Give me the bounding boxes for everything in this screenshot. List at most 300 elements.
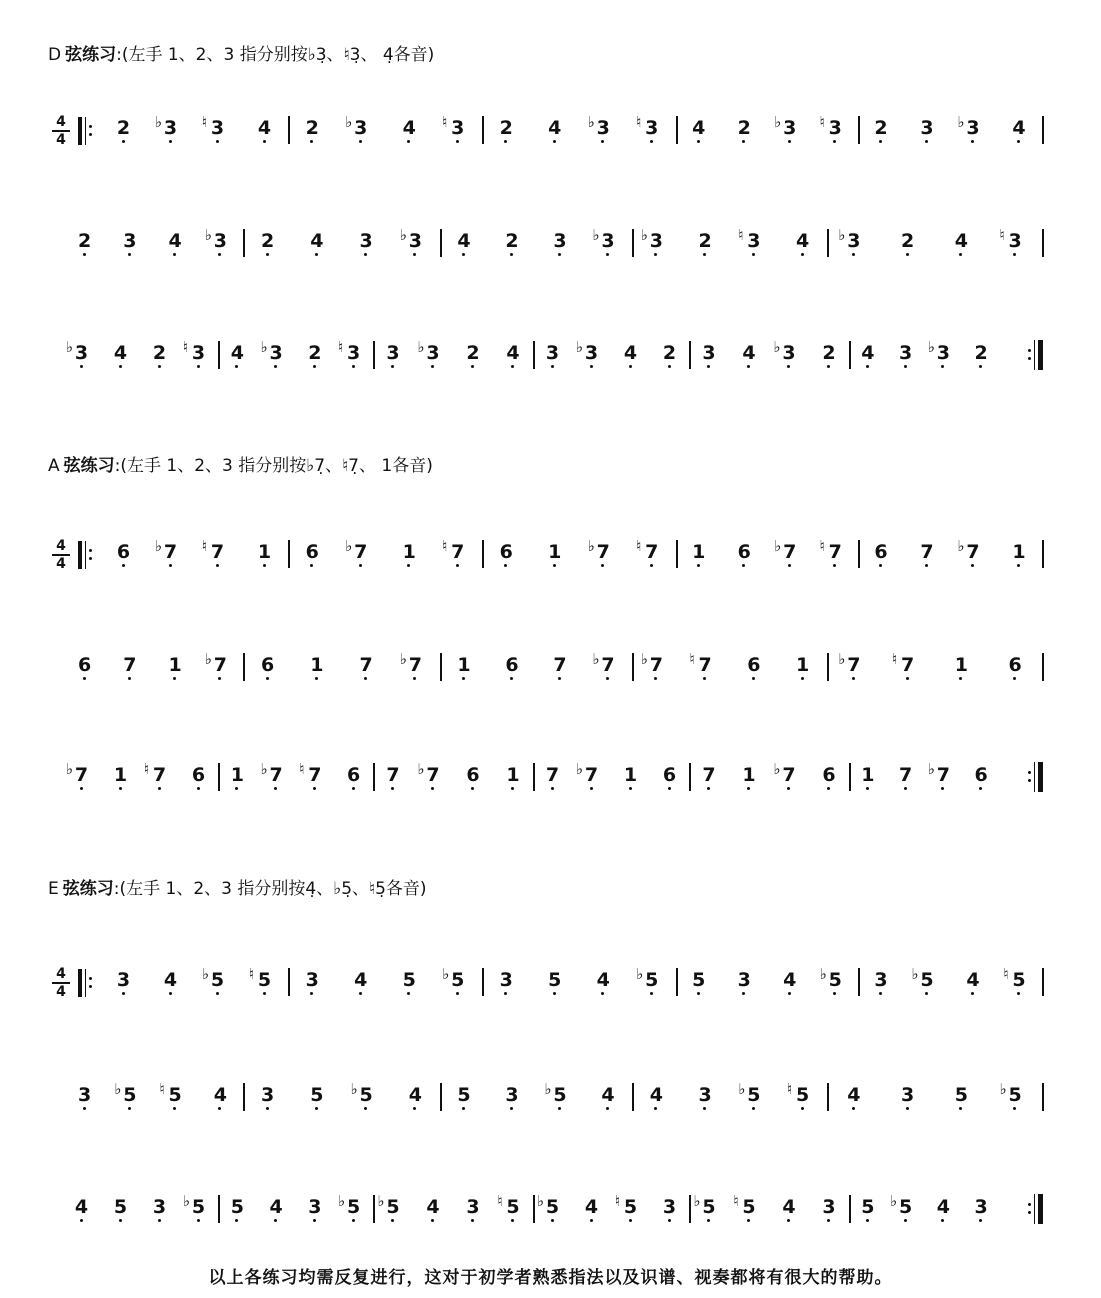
note: 6: [253, 655, 283, 675]
note: 4: [839, 1085, 869, 1105]
natural-sign: ♮: [892, 650, 898, 668]
lower-octave-dot: [697, 564, 700, 567]
note: ♮ 7: [637, 542, 667, 562]
natural-sign: ♮: [1003, 965, 1009, 983]
flat-sign: ♭: [957, 537, 965, 555]
lower-octave-dot: [752, 253, 755, 256]
lower-octave-dot: [979, 365, 982, 368]
note: 4: [641, 1085, 671, 1105]
note: 6: [491, 542, 521, 562]
lower-octave-dot: [504, 992, 507, 995]
lower-octave-dot: [606, 677, 609, 680]
lower-octave-dot: [169, 564, 172, 567]
note: 2: [491, 118, 521, 138]
lower-octave-dot: [787, 787, 790, 790]
bar-line: [218, 341, 220, 369]
note: 3: [655, 1197, 685, 1217]
lower-octave-dot: [216, 140, 219, 143]
note: 3: [497, 1085, 527, 1105]
lower-octave-dot: [511, 1219, 514, 1222]
flat-sign: ♭: [260, 760, 268, 778]
note: 2: [109, 118, 139, 138]
lower-octave-dot: [852, 677, 855, 680]
lower-octave-dot: [833, 992, 836, 995]
note: 3: [729, 970, 759, 990]
lower-octave-dot: [852, 253, 855, 256]
note: 2: [145, 343, 175, 363]
note: ♭ 3: [205, 231, 235, 251]
lower-octave-dot: [359, 992, 362, 995]
bar-line: [827, 229, 829, 257]
note: ♭ 3: [418, 343, 448, 363]
bar-line: [440, 229, 442, 257]
flat-sign: ♭: [399, 650, 407, 668]
bar-line: [1042, 540, 1044, 568]
lower-octave-dot: [158, 787, 161, 790]
lower-octave-dot: [707, 1219, 710, 1222]
note: ♭ 7: [346, 542, 376, 562]
lower-octave-dot: [553, 992, 556, 995]
flat-sign: ♭: [114, 1080, 122, 1098]
bar-line: [218, 763, 220, 791]
note: ♭ 3: [261, 343, 291, 363]
note: ♭ 7: [418, 765, 448, 785]
flat-sign: ♭: [154, 537, 162, 555]
lower-octave-dot: [197, 1219, 200, 1222]
lower-octave-dot: [431, 365, 434, 368]
lower-octave-dot: [904, 365, 907, 368]
lower-octave-dot: [128, 677, 131, 680]
note: 1: [250, 542, 280, 562]
flat-sign: ♭: [640, 650, 648, 668]
lower-octave-dot: [128, 1107, 131, 1110]
note: 6: [109, 542, 139, 562]
lower-octave-dot: [391, 1219, 394, 1222]
lower-octave-dot: [650, 564, 653, 567]
note: 7: [912, 542, 942, 562]
lower-octave-dot: [925, 140, 928, 143]
note: ♮ 5: [160, 1085, 190, 1105]
note: ♭ 5: [203, 970, 233, 990]
bar-line: [482, 968, 484, 996]
lower-octave-dot: [471, 787, 474, 790]
lower-octave-dot: [558, 253, 561, 256]
lower-octave-dot: [218, 1107, 221, 1110]
flat-sign: ♭: [345, 537, 353, 555]
note: 4: [67, 1197, 97, 1217]
note: ♭ 5: [694, 1197, 724, 1217]
lower-octave-dot: [274, 787, 277, 790]
note: ♭ 5: [184, 1197, 214, 1217]
lower-octave-dot: [235, 787, 238, 790]
note: 4: [1004, 118, 1034, 138]
note: ♭ 7: [67, 765, 97, 785]
note: 4: [616, 343, 646, 363]
note: 4: [261, 1197, 291, 1217]
flat-sign: ♭: [536, 1192, 544, 1210]
flat-sign: ♭: [182, 1192, 190, 1210]
lower-octave-dot: [310, 140, 313, 143]
note: 5: [684, 970, 714, 990]
note: ♭ 3: [577, 343, 607, 363]
note: ♭ 7: [261, 765, 291, 785]
bar-line: [243, 1083, 245, 1111]
flat-sign: ♭: [204, 226, 212, 244]
lower-octave-dot: [590, 365, 593, 368]
flat-sign: ♭: [927, 338, 935, 356]
natural-sign: ♮: [201, 537, 208, 555]
note: 4: [588, 970, 618, 990]
lower-octave-dot: [601, 140, 604, 143]
bar-line: [373, 763, 375, 791]
bar-line: [689, 763, 691, 791]
lower-octave-dot: [601, 992, 604, 995]
flat-sign: ♭: [65, 760, 73, 778]
note: 4: [106, 343, 136, 363]
note: 6: [297, 542, 327, 562]
lower-octave-dot: [742, 992, 745, 995]
lower-octave-dot: [122, 140, 125, 143]
lower-octave-dot: [359, 140, 362, 143]
note: 3: [814, 1197, 844, 1217]
note: 4: [418, 1197, 448, 1217]
note: ♮ 3: [339, 343, 369, 363]
lower-octave-dot: [471, 365, 474, 368]
note: ♭ 5: [443, 970, 473, 990]
note: 7: [694, 765, 724, 785]
lower-octave-dot: [551, 1219, 554, 1222]
flat-sign: ♭: [693, 1192, 701, 1210]
flat-sign: ♭: [640, 226, 648, 244]
note: 3: [690, 1085, 720, 1105]
lower-octave-dot: [801, 1107, 804, 1110]
lower-octave-dot: [158, 1219, 161, 1222]
lower-octave-dot: [352, 365, 355, 368]
note: 3: [351, 231, 381, 251]
lower-octave-dot: [906, 677, 909, 680]
lower-octave-dot: [904, 1219, 907, 1222]
lower-octave-dot: [128, 253, 131, 256]
flat-sign: ♭: [773, 338, 781, 356]
note: 5: [853, 1197, 883, 1217]
natural-sign: ♮: [999, 226, 1005, 244]
note: 1: [684, 542, 714, 562]
note: ♮ 3: [1000, 231, 1030, 251]
note: 2: [297, 118, 327, 138]
lower-octave-dot: [703, 677, 706, 680]
flat-sign: ♭: [377, 1192, 385, 1210]
lower-octave-dot: [263, 564, 266, 567]
flat-sign: ♭: [442, 965, 450, 983]
lower-octave-dot: [218, 253, 221, 256]
note: ♮ 3: [443, 118, 473, 138]
flat-sign: ♭: [636, 965, 644, 983]
note: 3: [300, 1197, 330, 1217]
note: 7: [891, 765, 921, 785]
flat-sign: ♭: [738, 1080, 746, 1098]
lower-octave-dot: [787, 365, 790, 368]
lower-octave-dot: [833, 140, 836, 143]
note: ♭ 5: [739, 1085, 769, 1105]
natural-sign: ♮: [442, 537, 448, 555]
note: ♭ 5: [115, 1085, 145, 1105]
lower-octave-dot: [266, 253, 269, 256]
lower-octave-dot: [197, 787, 200, 790]
flat-sign: ♭: [260, 338, 268, 356]
note: 3: [491, 970, 521, 990]
lower-octave-dot: [274, 1219, 277, 1222]
note: 2: [70, 231, 100, 251]
lower-octave-dot: [431, 1219, 434, 1222]
lower-octave-dot: [668, 787, 671, 790]
lower-octave-dot: [866, 787, 869, 790]
natural-sign: ♮: [733, 1192, 739, 1210]
note: ♭ 7: [775, 542, 805, 562]
note: 6: [1000, 655, 1030, 675]
note: 7: [115, 655, 145, 675]
lower-octave-dot: [551, 365, 554, 368]
note: 4: [205, 1085, 235, 1105]
bar-line: [1042, 116, 1044, 144]
flat-sign: ♭: [774, 537, 782, 555]
lower-octave-dot: [904, 787, 907, 790]
lower-octave-dot: [668, 1219, 671, 1222]
note: 4: [400, 1085, 430, 1105]
flat-sign: ♭: [890, 1192, 898, 1210]
flat-sign: ♭: [201, 965, 209, 983]
lower-octave-dot: [742, 140, 745, 143]
lower-octave-dot: [629, 787, 632, 790]
bar-line: [858, 116, 860, 144]
lower-octave-dot: [364, 677, 367, 680]
note: ♭ 5: [545, 1085, 575, 1105]
lower-octave-dot: [697, 140, 700, 143]
lower-octave-dot: [263, 992, 266, 995]
lower-octave-dot: [352, 1219, 355, 1222]
note: 5: [540, 970, 570, 990]
lower-octave-dot: [752, 1107, 755, 1110]
lower-octave-dot: [590, 787, 593, 790]
section-heading-d: D 弦练习:(左手 1、2、3 指分别按♭3̣、♮3̣、 4̣各音): [48, 45, 435, 65]
natural-sign: ♮: [738, 226, 744, 244]
note: 7: [378, 765, 408, 785]
note: 6: [729, 542, 759, 562]
lower-octave-dot: [697, 992, 700, 995]
lower-octave-dot: [504, 140, 507, 143]
lower-octave-dot: [906, 1107, 909, 1110]
lower-octave-dot: [827, 365, 830, 368]
note: 2: [966, 343, 996, 363]
lower-octave-dot: [218, 677, 221, 680]
note: 3: [538, 343, 568, 363]
bar-line: [218, 1195, 220, 1223]
natural-sign: ♮: [819, 537, 825, 555]
lower-octave-dot: [169, 140, 172, 143]
note: ♭ 3: [156, 118, 186, 138]
lower-octave-dot: [866, 365, 869, 368]
bar-line: [1042, 968, 1044, 996]
flat-sign: ♭: [957, 113, 965, 131]
natural-sign: ♮: [614, 1192, 621, 1210]
flat-sign: ♭: [575, 338, 583, 356]
note: ♭ 7: [774, 765, 804, 785]
lower-octave-dot: [173, 253, 176, 256]
note: 1: [222, 765, 252, 785]
lower-octave-dot: [391, 365, 394, 368]
lower-octave-dot: [83, 677, 86, 680]
bar-line: [689, 341, 691, 369]
note: 1: [853, 765, 883, 785]
lower-octave-dot: [747, 787, 750, 790]
lower-octave-dot: [364, 253, 367, 256]
lower-octave-dot: [979, 787, 982, 790]
note: 4: [302, 231, 332, 251]
note: ♭ 7: [577, 765, 607, 785]
lower-octave-dot: [511, 365, 514, 368]
lower-octave-dot: [80, 365, 83, 368]
note: 6: [739, 655, 769, 675]
flat-sign: ♭: [154, 113, 162, 131]
natural-sign: ♮: [201, 113, 208, 131]
lower-octave-dot: [650, 992, 653, 995]
note: 2: [729, 118, 759, 138]
lower-octave-dot: [558, 1107, 561, 1110]
note: ♮ 5: [1004, 970, 1034, 990]
lower-octave-dot: [801, 253, 804, 256]
flat-sign: ♭: [345, 113, 353, 131]
note: 4: [394, 118, 424, 138]
note: ♮ 5: [616, 1197, 646, 1217]
lower-octave-dot: [1013, 677, 1016, 680]
bar-line: [849, 341, 851, 369]
note: 4: [853, 343, 883, 363]
note: 1: [540, 542, 570, 562]
note: ♭ 5: [378, 1197, 408, 1217]
flat-sign: ♭: [927, 760, 935, 778]
note: 3: [115, 231, 145, 251]
lower-octave-dot: [456, 140, 459, 143]
note: 6: [184, 765, 214, 785]
note: 3: [966, 1197, 996, 1217]
lower-octave-dot: [879, 992, 882, 995]
note: 3: [545, 231, 575, 251]
note: 4: [946, 231, 976, 251]
note: 4: [540, 118, 570, 138]
natural-sign: ♮: [497, 1192, 503, 1210]
flat-sign: ♭: [575, 760, 583, 778]
note: 6: [458, 765, 488, 785]
lower-octave-dot: [310, 564, 313, 567]
natural-sign: ♮: [636, 113, 642, 131]
bar-line: [1042, 1083, 1044, 1111]
flat-sign: ♭: [417, 338, 425, 356]
lower-octave-dot: [707, 365, 710, 368]
note: ♭ 7: [958, 542, 988, 562]
note: ♭ 7: [593, 655, 623, 675]
note: 4: [684, 118, 714, 138]
natural-sign: ♮: [442, 113, 448, 131]
note: ♭ 3: [839, 231, 869, 251]
bar-line: [482, 116, 484, 144]
lower-octave-dot: [119, 787, 122, 790]
bar-line: [243, 229, 245, 257]
lower-octave-dot: [462, 677, 465, 680]
bar-line: [1042, 653, 1044, 681]
time-signature: 4 4: [52, 539, 70, 571]
note: 3: [458, 1197, 488, 1217]
lower-octave-dot: [801, 677, 804, 680]
lower-octave-dot: [1017, 140, 1020, 143]
lower-octave-dot: [707, 787, 710, 790]
bar-line: [827, 1083, 829, 1111]
lower-octave-dot: [122, 992, 125, 995]
note: ♭ 5: [912, 970, 942, 990]
bar-line: [533, 763, 535, 791]
natural-sign: ♮: [182, 338, 189, 356]
note: 5: [106, 1197, 136, 1217]
note: 6: [966, 765, 996, 785]
lower-octave-dot: [959, 677, 962, 680]
bar-line: [373, 1195, 375, 1223]
lower-octave-dot: [971, 564, 974, 567]
natural-sign: ♮: [636, 537, 642, 555]
lower-octave-dot: [747, 365, 750, 368]
note: ♭ 3: [641, 231, 671, 251]
flat-sign: ♭: [838, 226, 846, 244]
lower-octave-dot: [553, 140, 556, 143]
lower-octave-dot: [833, 564, 836, 567]
lower-octave-dot: [654, 253, 657, 256]
note: 5: [222, 1197, 252, 1217]
note: ♮ 7: [203, 542, 233, 562]
lower-octave-dot: [629, 1219, 632, 1222]
note: 4: [222, 343, 252, 363]
note: ♭ 7: [839, 655, 869, 675]
note: 4: [774, 1197, 804, 1217]
flat-sign: ♭: [417, 760, 425, 778]
note: ♮ 3: [203, 118, 233, 138]
lower-octave-dot: [235, 1219, 238, 1222]
note: ♭ 3: [593, 231, 623, 251]
note: ♭ 5: [339, 1197, 369, 1217]
note: ♮ 3: [820, 118, 850, 138]
flat-sign: ♭: [350, 1080, 358, 1098]
bar-line: [858, 968, 860, 996]
lower-octave-dot: [553, 564, 556, 567]
note: 1: [394, 542, 424, 562]
note: ♭ 7: [641, 655, 671, 675]
flat-sign: ♭: [819, 965, 827, 983]
note: ♭ 5: [351, 1085, 381, 1105]
note: ♮ 5: [498, 1197, 528, 1217]
note: 2: [458, 343, 488, 363]
note: 3: [109, 970, 139, 990]
note: ♭ 3: [67, 343, 97, 363]
lower-octave-dot: [866, 1219, 869, 1222]
lower-octave-dot: [313, 1219, 316, 1222]
lower-octave-dot: [158, 365, 161, 368]
lower-octave-dot: [431, 787, 434, 790]
lower-octave-dot: [959, 1107, 962, 1110]
lower-octave-dot: [788, 564, 791, 567]
lower-octave-dot: [742, 564, 745, 567]
bar-line: [373, 341, 375, 369]
lower-octave-dot: [391, 787, 394, 790]
note: ♮ 5: [734, 1197, 764, 1217]
lower-octave-dot: [925, 564, 928, 567]
note: 3: [253, 1085, 283, 1105]
lower-octave-dot: [551, 787, 554, 790]
